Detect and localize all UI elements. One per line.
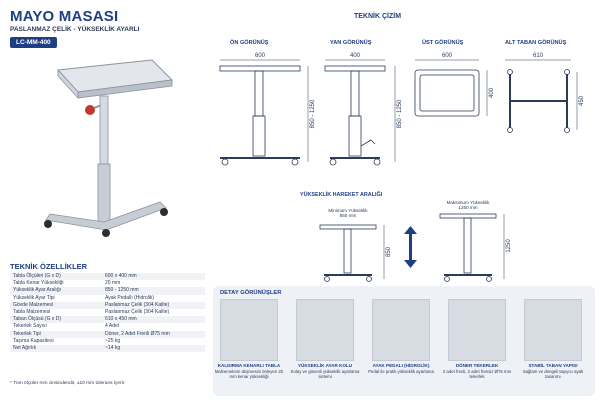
- max-height-label: Maksimum Yükseklik 1250 mm: [446, 200, 490, 210]
- view-label-side: YAN GÖRÜNÜŞ: [330, 40, 372, 46]
- spec-row: [10, 338, 205, 345]
- detail-caption-4: DÖNER TEKERLEK 2 adet frenli, 2 adet frensiz Ø75 mm tekerlek: [442, 363, 512, 380]
- view-label-top: ÜST GÖRÜNÜŞ: [422, 40, 464, 46]
- detail-image-pedal: [372, 299, 430, 361]
- spec-value: ~25 kg: [105, 337, 121, 344]
- spec-row: [10, 302, 205, 309]
- spec-label: Yükseklik Ayar Tipi: [13, 294, 55, 301]
- spec-row: [10, 316, 205, 323]
- dim-side-width: 400: [349, 53, 361, 59]
- spec-row: [10, 273, 205, 280]
- detail-image-base: [524, 299, 582, 361]
- product-subtitle: PASLANMAZ ÇELİK - YÜKSEKLİK AYARLI: [10, 26, 140, 33]
- detail-caption-2: YÜKSEKLİK AYAR KOLU Kolay ve güvenli yükseklik ayarlama sistemi: [290, 363, 360, 380]
- spec-label: Gövde Malzemesi: [10, 302, 102, 309]
- detail-image-knob: [296, 299, 354, 361]
- spec-value: Paslanmaz Çelik (304 Kalite): [102, 302, 205, 309]
- spec-value: Döner, 2 Adet Frenli Ø75 mm: [102, 331, 205, 338]
- spec-value: 600 x 400 mm: [102, 273, 205, 280]
- spec-value: 610 x 450 mm: [102, 316, 205, 323]
- specs-note: * Tüm ölçüler mm cinsindendir, ±10 mm tolerans içerir.: [10, 381, 126, 386]
- spec-row: [10, 331, 205, 338]
- view-label-base: ALT TABAN GÖRÜNÜŞ: [505, 40, 567, 46]
- spec-value: 4 Adet: [105, 323, 120, 330]
- spec-value: Paslanmaz Çelik (304 Kalite): [105, 309, 170, 316]
- height-range-diagram: [280, 200, 520, 285]
- height-range-title: YÜKSEKLİK HAREKET ARALIĞI: [300, 192, 383, 198]
- dim-front-height: 850 - 1250: [310, 99, 316, 129]
- spec-label: Tekerlek Sayısı: [13, 323, 47, 330]
- spec-row: [10, 323, 205, 330]
- dim-base-width: 610: [532, 53, 544, 59]
- dim-base-depth: 450: [579, 95, 585, 107]
- spec-value: Ayak Pedallı (Hidrolik): [105, 294, 155, 301]
- dim-side-height: 850 - 1250: [397, 99, 403, 129]
- dim-front-width: 600: [254, 53, 266, 59]
- spec-label: Yükseklik Ayar Aralığı: [10, 287, 102, 294]
- spec-row: [10, 280, 205, 287]
- spec-label: Net Ağırlık: [10, 345, 102, 352]
- view-label-front: ÖN GÖRÜNÜŞ: [230, 40, 269, 46]
- product-photo: [30, 52, 180, 237]
- detail-image-wheel: [448, 299, 506, 361]
- product-title: MAYO MASASI: [10, 8, 119, 25]
- spec-row: [10, 295, 205, 302]
- spec-row: [10, 287, 205, 294]
- spec-label: Tabla Ölçüleri (G x D): [10, 273, 102, 280]
- detail-caption-3: AYAK PEDALI (HİDROLİK) Pedal ile pratik yükseklik ayarlama: [368, 363, 434, 374]
- specs-title: TEKNİK ÖZELLİKLER: [10, 262, 88, 271]
- technical-drawing: [205, 48, 595, 183]
- product-code-badge: LC-MM-400: [10, 37, 57, 48]
- spec-label: Taşıma Kapasitesi: [13, 337, 54, 344]
- detail-image-tray: [220, 299, 278, 361]
- spec-value: 20 mm: [105, 280, 121, 287]
- spec-label: Tekerlek Tipi: [10, 331, 102, 338]
- specs-table: [10, 273, 205, 352]
- drawing-title: TEKNİK ÇİZİM: [354, 13, 402, 20]
- dim-top-depth: 400: [489, 87, 495, 99]
- spec-label: Taban Ölçüsü (G x D): [10, 316, 102, 323]
- dim-max-height: 1250: [506, 239, 512, 253]
- detail-caption-5: STABİL TABAN YAPISI Sağlam ve dengeli taşıyıcı ayak tasarımı: [522, 363, 584, 380]
- detail-caption-1: KALDIRMA KENARLI TABLA Malzemelerin düşmesini önleyen 20 mm kenar yüksekliği: [214, 363, 284, 380]
- spec-value: 850 - 1250 mm: [102, 287, 205, 294]
- details-title: DETAY GÖRÜNÜŞLER: [220, 290, 282, 296]
- min-height-label: Minimum Yükseklik 850 mm: [328, 208, 368, 218]
- spec-value: ~14 kg: [102, 345, 205, 352]
- spec-label: Tabla Malzemesi: [13, 309, 51, 316]
- spec-row: [10, 345, 205, 352]
- dim-top-width: 600: [441, 53, 453, 59]
- dim-min-height: 850: [386, 246, 392, 258]
- spec-label: Tabla Kenar Yüksekliği: [13, 280, 64, 287]
